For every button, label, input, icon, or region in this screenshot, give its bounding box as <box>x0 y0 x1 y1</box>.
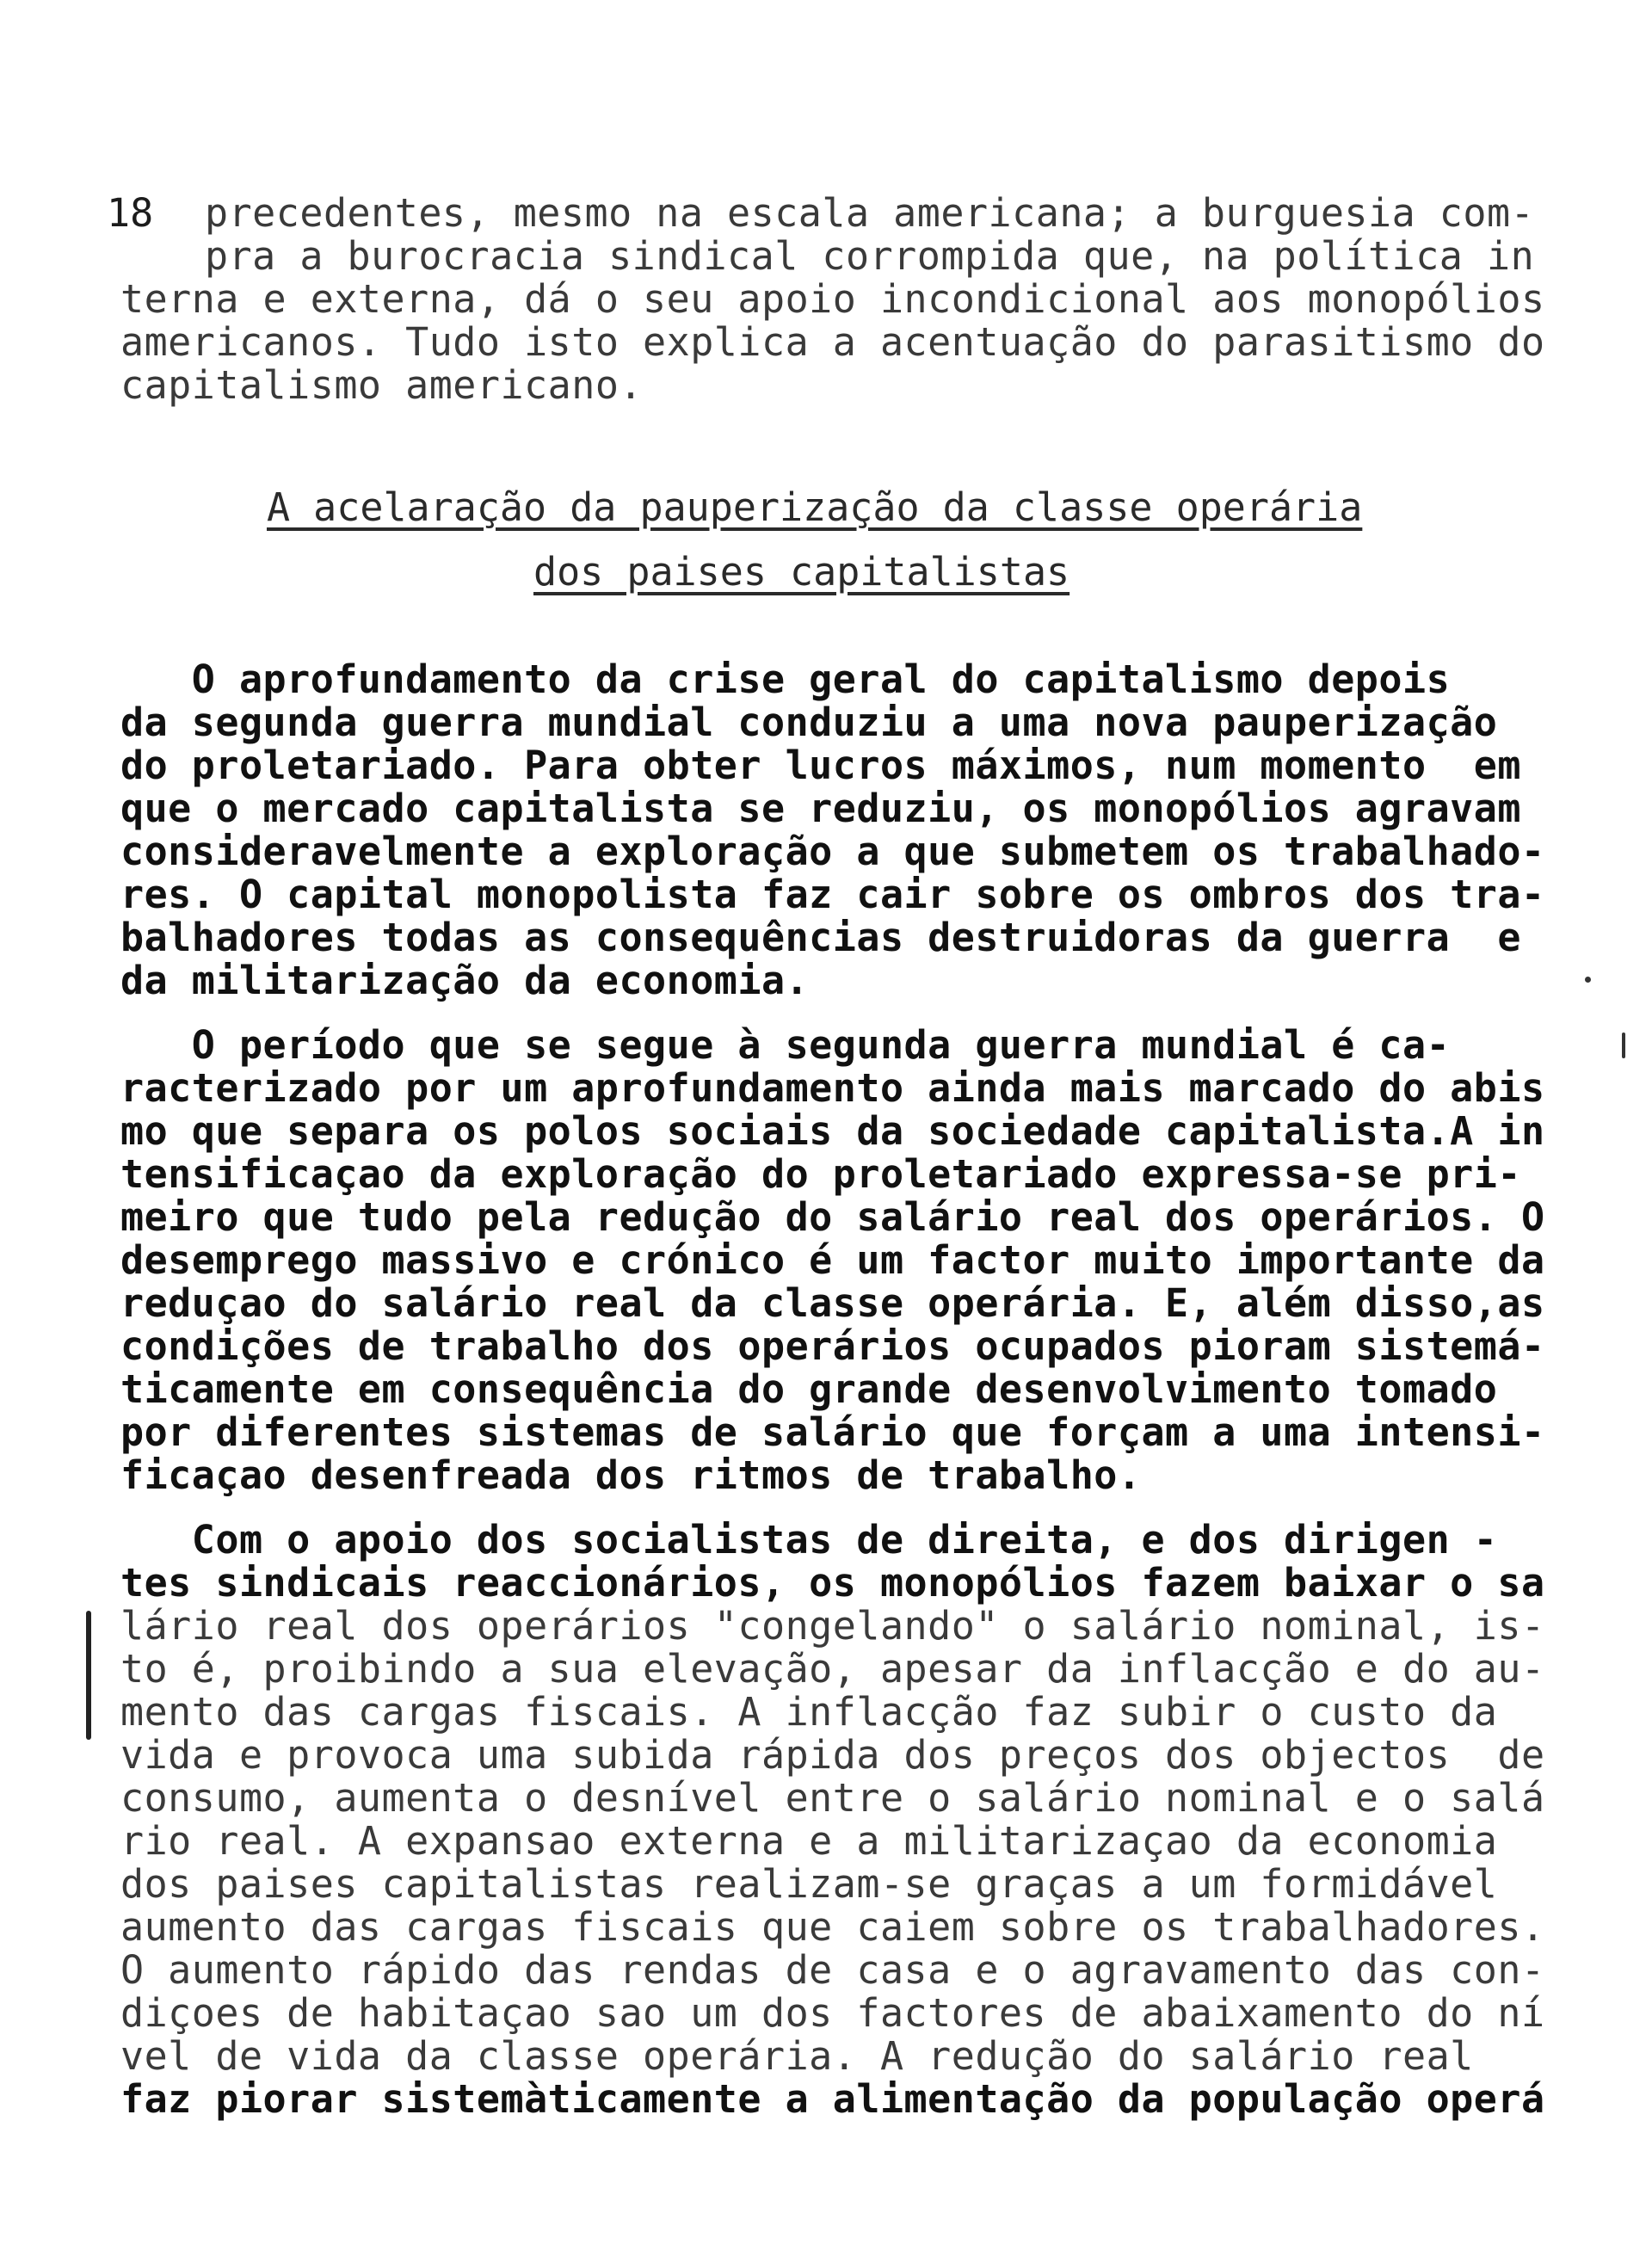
paragraph-2-line-4: tensificaçao da exploração do proletariado expressa-se pri- <box>120 1151 1521 1197</box>
scan-speck <box>1622 1033 1625 1058</box>
paragraph-2-line-7: reduçao do salário real da classe operária. E, além disso,as <box>120 1280 1545 1326</box>
scan-speck <box>1585 977 1591 983</box>
paragraph-2-line-10: por diferentes sistemas de salário que forçam a uma intensi- <box>120 1409 1545 1455</box>
paragraph-3-line-6: vida e provoca uma subida rápida dos preços dos objectos de <box>120 1732 1545 1778</box>
intro-line-4: americanos. Tudo isto explica a acentuação do parasitismo do <box>120 319 1545 365</box>
paragraph-3-line-4: to é, proibindo a sua elevação, apesar da inflacção e do au- <box>120 1646 1545 1692</box>
paragraph-2-line-3: mo que separa os polos sociais da sociedade capitalista.A in <box>120 1108 1545 1154</box>
paragraph-2-line-11: ficaçao desenfreada dos ritmos de trabalho. <box>120 1452 1142 1498</box>
paragraph-1-line-6: res. O capital monopolista faz cair sobre os ombros dos tra- <box>120 872 1545 917</box>
paragraph-3-line-8: rio real. A expansao externa e a militarizaçao da economia <box>120 1818 1498 1864</box>
paragraph-3-line-1: Com o apoio dos socialistas de direita, e dos dirigen - <box>120 1517 1498 1563</box>
paragraph-3-line-13: vel de vida da classe operária. A redução do salário real <box>120 2033 1474 2079</box>
paragraph-3-line-14: faz piorar sistemàticamente a alimentação da população operá <box>120 2076 1545 2122</box>
paragraph-1-line-2: da segunda guerra mundial conduziu a uma nova pauperização <box>120 700 1498 745</box>
paragraph-2-line-1: O período que se segue à segunda guerra mundial é ca- <box>120 1022 1451 1068</box>
paragraph-3-line-5: mento das cargas fiscais. A inflacção faz subir o custo da <box>120 1689 1498 1735</box>
section-heading-line-2: dos paises capitalistas <box>533 549 1070 595</box>
paragraph-2-line-5: meiro que tudo pela redução do salário real dos operários. O <box>120 1194 1545 1240</box>
paragraph-3-line-7: consumo, aumenta o desnível entre o salário nominal e o salá <box>120 1775 1545 1821</box>
paragraph-1-line-1: O aprofundamento da crise geral do capitalismo depois <box>120 657 1451 702</box>
page-number: 18 <box>107 190 154 236</box>
paragraph-1-line-7: balhadores todas as consequências destruidoras da guerra e <box>120 915 1521 960</box>
paragraph-3-line-10: aumento das cargas fiscais que caiem sobre os trabalhadores. <box>120 1904 1545 1950</box>
margin-mark <box>86 1611 91 1740</box>
intro-line-5: capitalismo americano. <box>120 362 644 408</box>
paragraph-3-line-9: dos paises capitalistas realizam-se graças a um formidável <box>120 1861 1498 1907</box>
paragraph-1-line-8: da militarização da economia. <box>120 958 810 1003</box>
paragraph-2-line-6: desemprego massivo e crónico é um factor muito importante da <box>120 1237 1545 1283</box>
intro-line-3: terna e externa, dá o seu apoio incondicional aos monopólios <box>120 276 1545 322</box>
paragraph-2-line-8: condições de trabalho dos operários ocupados pioram sistemá- <box>120 1323 1545 1369</box>
paragraph-3-line-11: O aumento rápido das rendas de casa e o agravamento das con- <box>120 1947 1545 1993</box>
paragraph-3-line-12: diçoes de habitaçao sao um dos factores de abaixamento do ní <box>120 1990 1545 2036</box>
paragraph-3-line-2: tes sindicais reaccionários, os monopólios fazem baixar o sa <box>120 1560 1545 1606</box>
paragraph-1-line-5: consideravelmente a exploração a que submetem os trabalhado- <box>120 829 1545 874</box>
intro-line-1: precedentes, mesmo na escala americana; a burguesia com- <box>205 190 1535 236</box>
paragraph-2-line-2: racterizado por um aprofundamento ainda mais marcado do abis <box>120 1065 1545 1111</box>
intro-line-2: pra a burocracia sindical corrompida que, na política in <box>205 233 1535 279</box>
paragraph-3-line-3: lário real dos operários "congelando" o salário nominal, is- <box>120 1603 1545 1649</box>
paragraph-1-line-4: que o mercado capitalista se reduziu, os monopólios agravam <box>120 786 1521 831</box>
paragraph-2-line-9: ticamente em consequência do grande desenvolvimento tomado <box>120 1366 1498 1412</box>
section-heading-line-1: A acelaração da pauperização da classe operária <box>267 484 1363 530</box>
paragraph-1-line-3: do proletariado. Para obter lucros máximos, num momento em <box>120 743 1521 788</box>
